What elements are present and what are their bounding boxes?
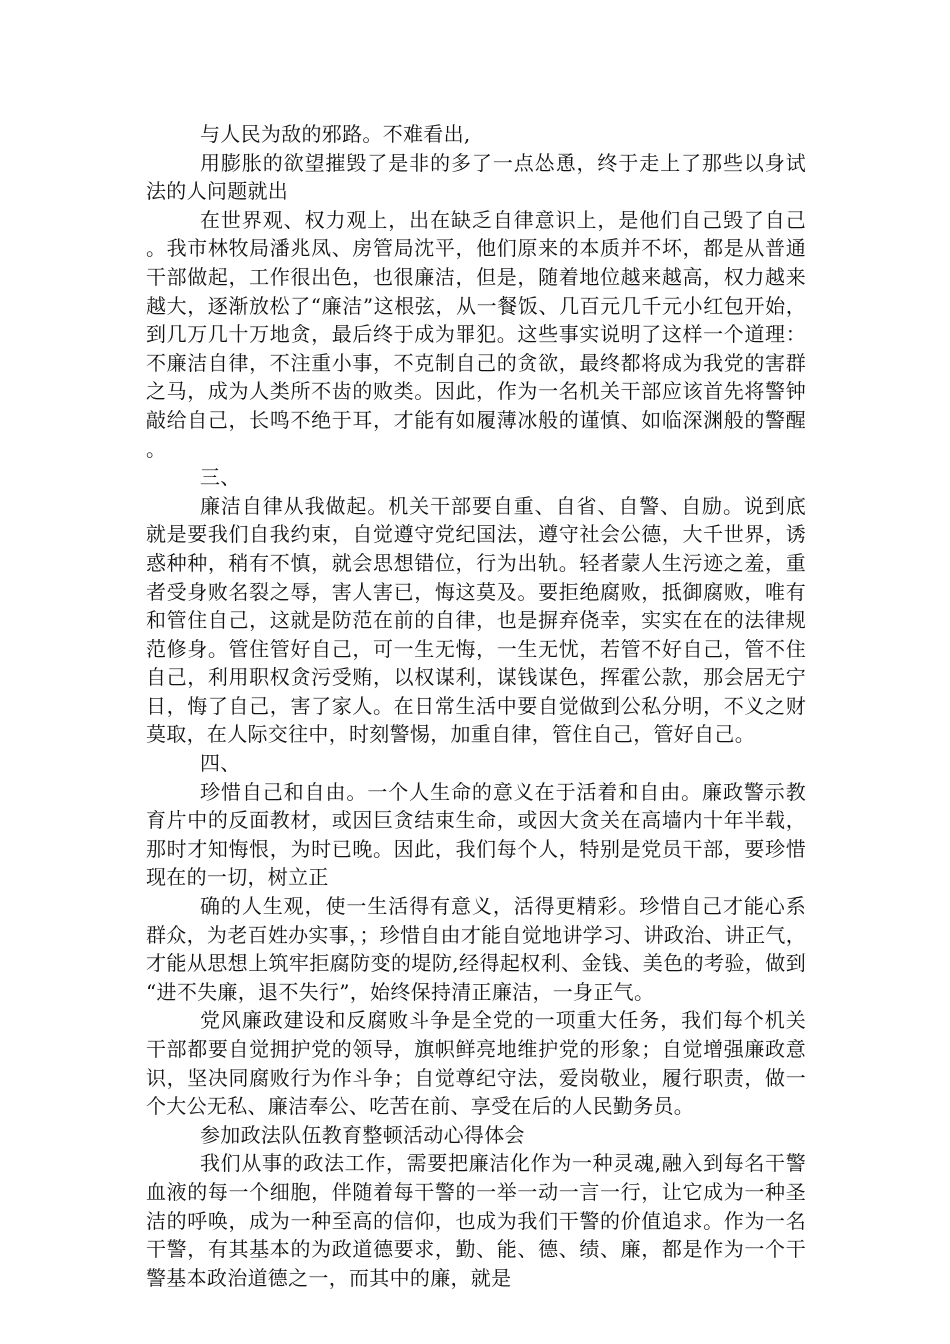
paragraph: 确的人生观，使一生活得有意义，活得更精彩。珍惜自己才能心系群众，为老百姓办实事，；珍惜自由才能自觉地讲学习、讲政治、讲正气，才能从思想上筑牢拒腐防变的堤防,经得起权利、金钱、美色的考验，做到“进不失廉，退不失行”，始终保持清正廉洁，一身正气。 bbox=[146, 894, 806, 1004]
paragraph: 珍惜自己和自由。一个人生命的意义在于活着和自由。廉政警示教育片中的反面教材，或因巨贪结束生命，或因大贪关在高墙内十年半载，那时才知悔恨，为时已晚。因此，我们每个人，特别是党员干部，要珍惜现在的一切，树立正 bbox=[146, 779, 806, 890]
paragraph: 我们从事的政法工作，需要把廉洁化作为一种灵魂,融入到每名干警血液的每一个细胞，伴随着每干警的一举一动一言一行，让它成为一种圣洁的呼唤，成为一种至高的信仰，也成为我们干警的价值追求。作为一名干警，有其基本的为政道德要求，勤、能、德、绩、廉，都是作为一个干警基本政治道德之一，而其中的廉，就是 bbox=[146, 1151, 806, 1290]
document-page bbox=[146, 120, 806, 1292]
paragraph: 廉洁自律从我做起。机关干部要自重、自省、自警、自励。说到底就是要我们自我约束，自觉遵守党纪国法，遵守社会公德，大千世界，诱惑种种，稍有不慎，就会思想错位，行为出轨。轻者蒙人生污迹之羞，重者受身败名裂之辱，害人害已，悔这莫及。要拒绝腐败，抵御腐败，唯有和管住自己，这就是防范在前的自律，也是摒弃侥幸，实实在在的法律规范修身。管住管好自己，可一生无悔，一生无忧，若管不好自己，管不住自己，利用职权贪污受贿，以权谋利，谋钱谋色，挥霍公款，那会居无宁日，悔了自己，害了家人。在日常生活中要自觉做到公私分明，不义之财莫取，在人际交往中，时刻警惕，加重自律，管住自己，管好自己。 bbox=[146, 493, 806, 747]
section-heading: 三、 bbox=[200, 465, 241, 490]
article-title: 参加政法队伍教育整顿活动心得体会 bbox=[200, 1122, 525, 1147]
section-heading: 四、 bbox=[200, 751, 241, 776]
paragraph: 用膨胀的欲望摧毁了是非的多了一点怂恿，终于走上了那些以身试法的人问题就出 bbox=[146, 150, 806, 204]
paragraph: 在世界观、权力观上，出在缺乏自律意识上，是他们自己毁了自己。我市林牧局潘兆凤、房管局沈平，他们原来的本质并不坏，都是从普通干部做起，工作很出色，也很廉洁，但是，随着地位越来越高，权力越来越大，逐渐放松了“廉洁”这根弦，从一餐饭、几百元几千元小红包开始，到几万几十万地贪，最后终于成为罪犯。这些事实说明了这样一个道理：不廉洁自律，不注重小事，不克制自己的贪欲，最终都将成为我党的害群之马，成为人类所不齿的败类。因此，作为一名机关干部应该首先将警钟敲给自己，长鸣不绝于耳，才能有如履薄冰般的谨慎、如临深渊般的警醒。 bbox=[146, 207, 806, 461]
paragraph: 与人民为敌的邪路。不难看出, bbox=[200, 122, 471, 146]
paragraph: 党风廉政建设和反腐败斗争是全党的一项重大任务，我们每个机关干部都要自觉拥护党的领导，旗帜鲜亮地维护党的形象；自觉增强廉政意识，坚决同腐败行为作斗争；自觉尊纪守法，爱岗敬业，履行职责，做一个大公无私、廉洁奉公、吃苦在前、享受在后的人民勤务员。 bbox=[146, 1008, 806, 1119]
